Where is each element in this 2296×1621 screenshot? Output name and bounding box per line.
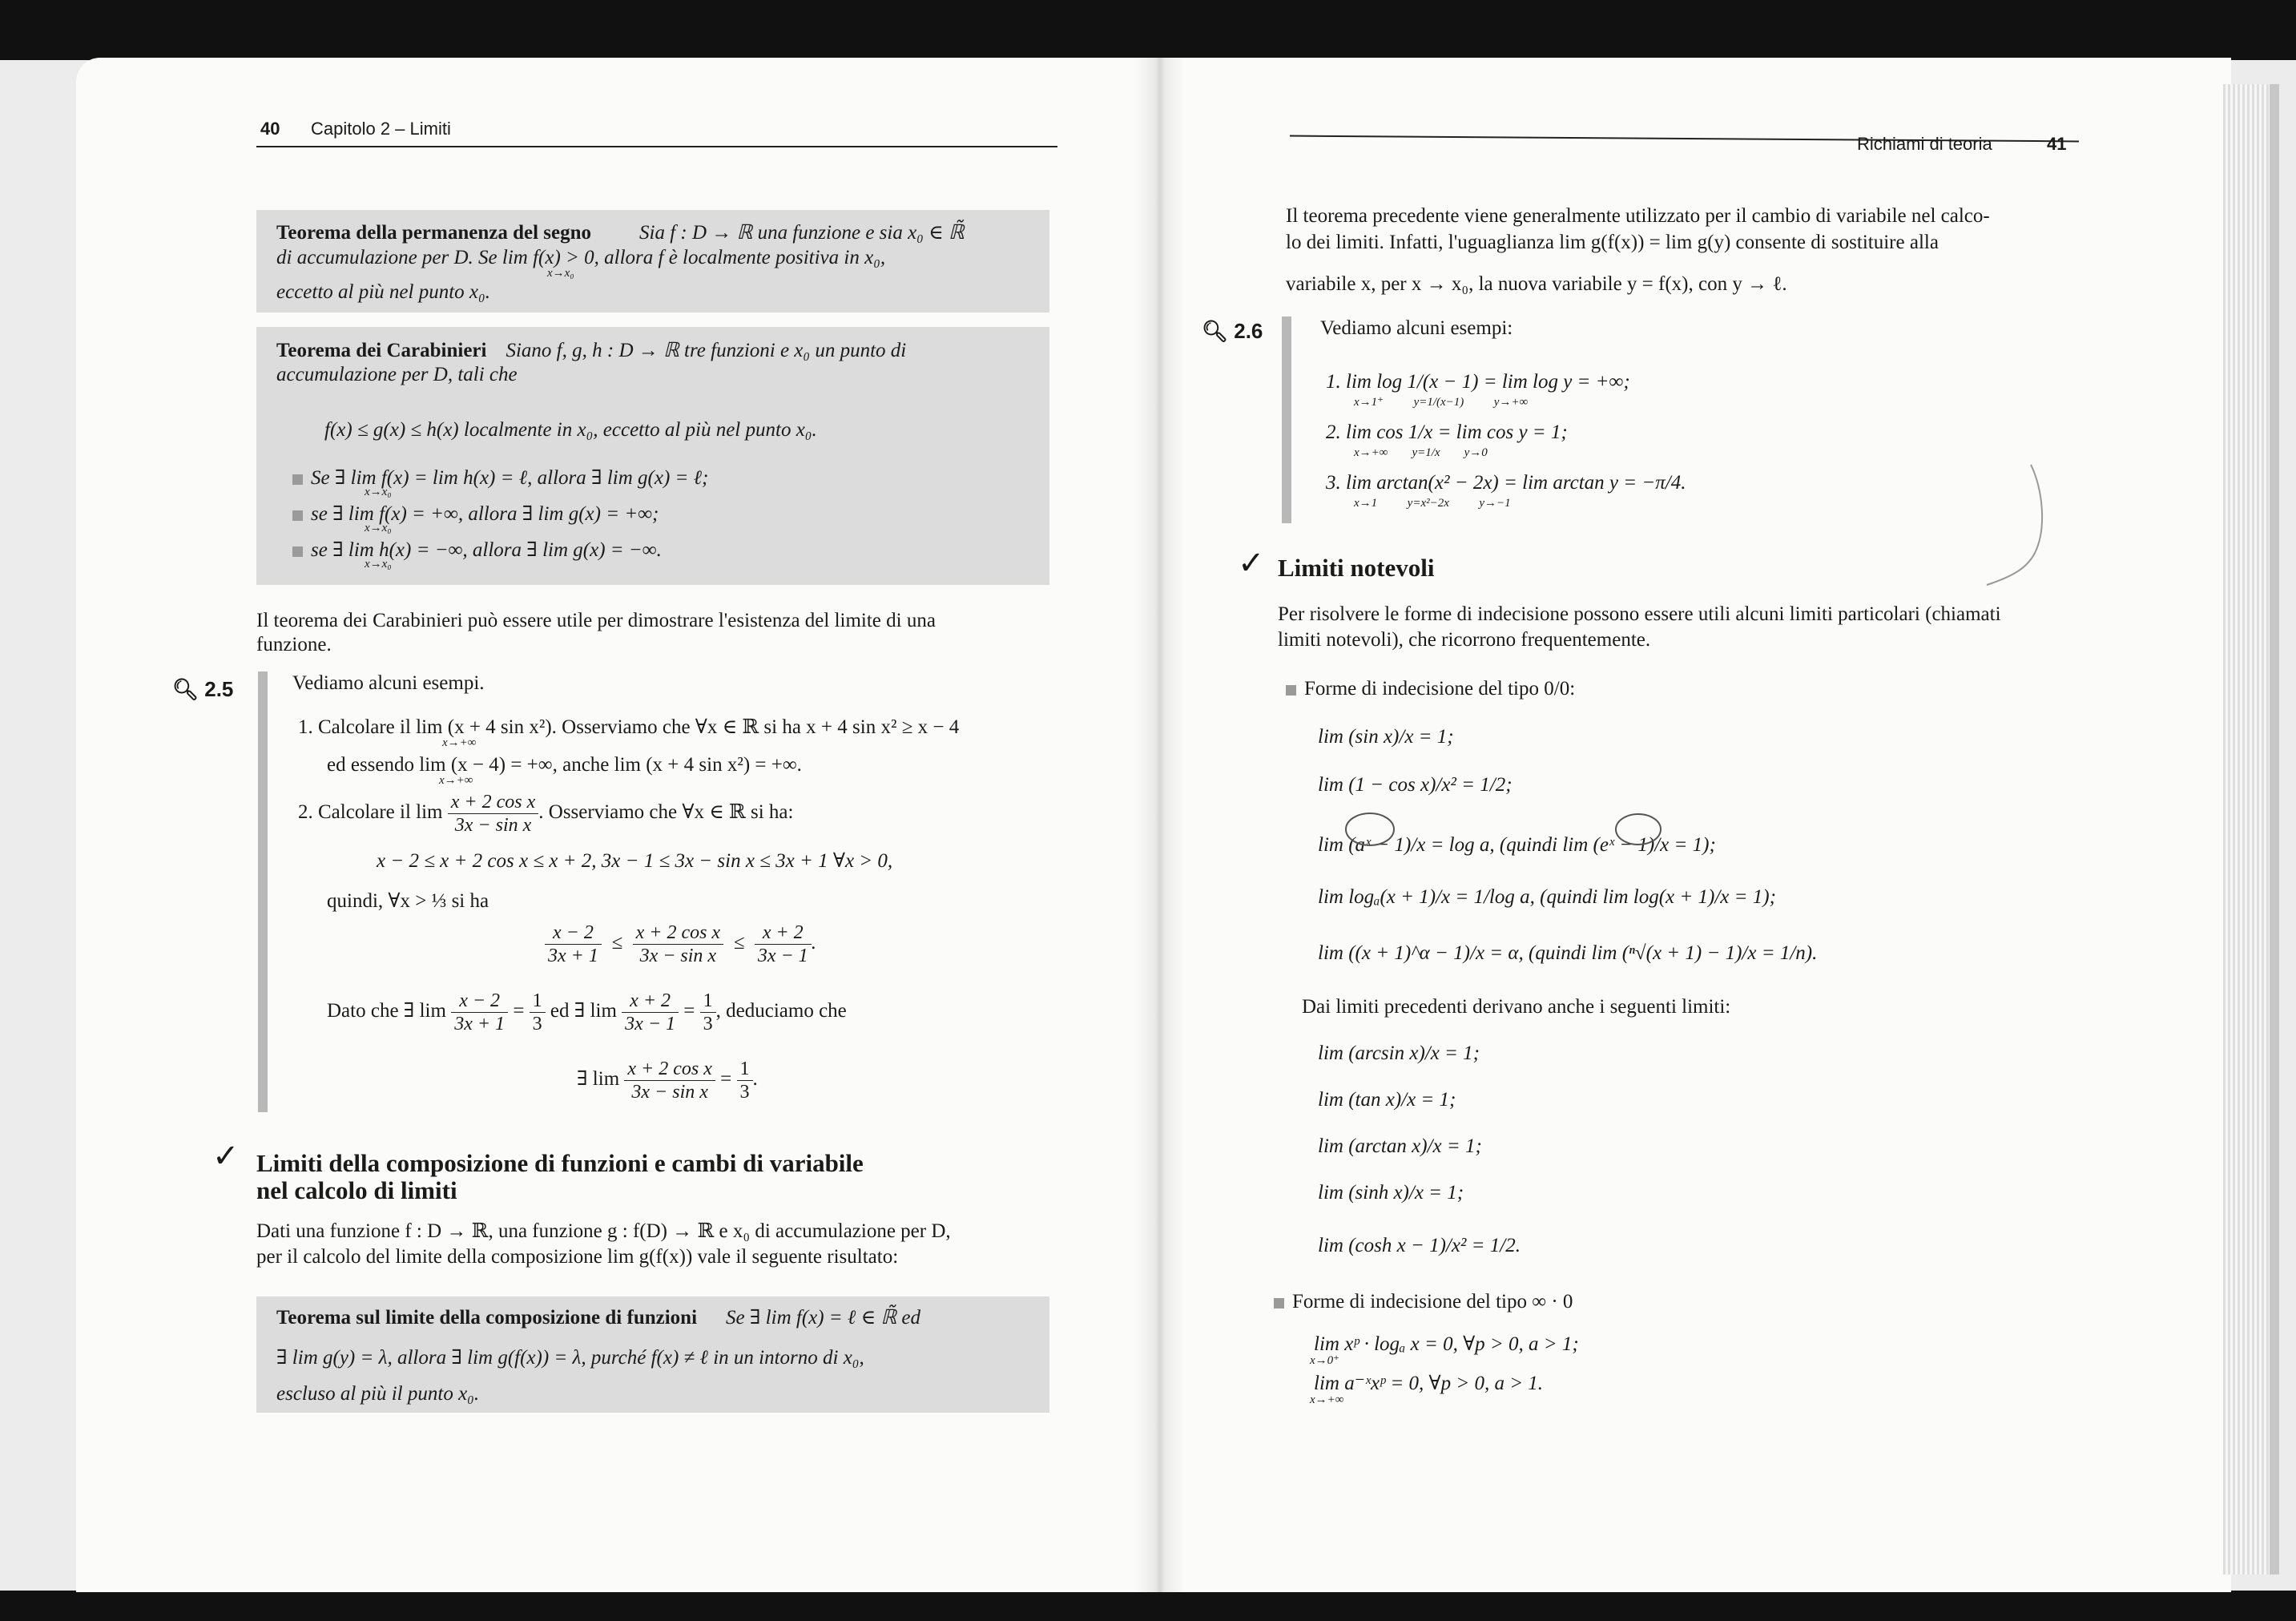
frac-den: 3x − 1 [757,946,808,966]
para-cambio-3: variabile x, per x → x₀, la nuova variabile y = f(x), con y → ℓ. [1286,273,1787,295]
thm-sign-title: Teorema della permanenza del segno [276,222,592,244]
infzero-1: lim xᵖ · logₐ x = 0, ∀p > 0, a > 1; [1314,1333,1579,1355]
example2-quindi: quindi, ∀x > ⅓ si ha [327,890,489,912]
bullet-square [1274,1298,1284,1308]
example-intro-right: Vediamo alcuni esempi: [1320,317,1513,339]
frac-num: x + 2 cos x [633,921,724,945]
final-pre: ∃ lim [577,1068,620,1091]
bullet-forme-0-0-text: Forme di indecisione del tipo 0/0: [1304,678,1576,700]
example2-pre: 2. Calcolare il lim [298,801,443,824]
derived-4: lim (sinh x)/x = 1; [1318,1182,1464,1204]
example2-post: . Osserviamo che ∀x ∈ ℝ si ha: [538,801,794,824]
derived-2: lim (tan x)/x = 1; [1318,1089,1456,1111]
book-gutter [1136,58,1184,1592]
thm-carab-line2: accumulazione per D, tali che [276,364,518,385]
example-right-2-sub: x→+∞ y=1/x y→0 [1354,446,1488,459]
para-composition-2: per il calcolo del limite della composizione lim g(f(x)) vale il seguente risultato: [256,1246,899,1268]
thm-carab-bullet2 [292,502,659,526]
page-edges [2223,84,2270,1575]
derived-1: lim (arcsin x)/x = 1; [1318,1042,1480,1064]
example2-fraction [448,791,539,837]
section-header-right: Richiami di teoria [1857,134,1992,154]
frac-den: 3x − sin x [454,815,532,836]
thm-carab-l1: Siano f, g, h : D → ℝ tre funzioni e x₀ un punto di [506,340,907,361]
thm-comp-line3: escluso al più il punto x₀. [276,1383,480,1405]
bullet-forme-inf-0-text: Forme di indecisione del tipo ∞ · 0 [1292,1291,1573,1313]
frac-den: 3 [532,1014,542,1034]
example-tag-2-6 [1202,319,1263,344]
infzero-1-sub: x→0⁺ [1310,1354,1340,1367]
bullet-forme-inf-0 [1274,1290,1573,1314]
example1-sub2: x→+∞ [439,774,473,787]
example-bar-right [1282,317,1291,523]
para-carabinieri-2: funzione. [256,634,332,655]
bullet-square [292,510,303,521]
frac-den: 3x − sin x [631,1082,708,1103]
thm-carab-sub1: x→x₀ [365,486,392,498]
frac-num: 1 [737,1058,753,1081]
derived-5: lim (cosh x − 1)/x² = 1/2. [1318,1235,1521,1256]
page-number-left: 40 [260,119,280,139]
dato-pre: Dato che ∃ lim [327,1000,446,1022]
example1-line1: 1. Calcolare il lim (x + 4 sin x²). Osserviamo che ∀x ∈ ℝ si ha x + 4 sin x² ≥ x − 4 [298,716,960,738]
dato-frac-one-third [530,990,546,1035]
example-right-1: 1. lim log 1/(x − 1) = lim log y = +∞; [1326,371,1630,393]
frac-num: x − 2 [545,921,602,945]
notevole-4: lim logₐ(x + 1)/x = 1/log a, (quindi lim log(x + 1)/x = 1); [1318,886,1776,908]
notevole-3: lim (aˣ − 1)/x = log a, (quindi lim (eˣ − 1)/x = 1); [1318,834,1716,856]
notevole-1: lim (sin x)/x = 1; [1318,726,1454,748]
example-right-1-sub: x→1⁺ y=1/(x−1) y→+∞ [1354,396,1529,409]
thm-carab-bullet3 [292,538,662,563]
example-tag-number: 2.5 [204,677,234,701]
book-cover-edge [2270,84,2279,1575]
magnifier-icon: 🔍︎ [172,677,199,701]
final-frac-one-third [737,1058,753,1103]
frac-num: x − 2 [451,990,508,1013]
dato-post: , deduciamo che [715,1000,847,1022]
frac-den: 3 [739,1082,750,1103]
pencil-circle-2 [1610,809,1666,849]
example-bar-left [258,671,268,1112]
para-dai-limiti: Dai limiti precedenti derivano anche i seguenti limiti: [1302,996,1731,1018]
thm-carab-sub2: x→x₀ [365,522,392,534]
example-intro-left: Vediamo alcuni esempi. [292,672,485,694]
scan-border-top [0,0,2296,60]
thm-comp-line1 [276,1306,920,1330]
dato-mid: ed ∃ lim [550,1000,617,1022]
infzero-2-sub: x→+∞ [1310,1393,1344,1406]
example1-line2: ed essendo lim (x − 4) = +∞, anche lim (x + 4 sin x²) = +∞. [327,754,802,776]
section-title-composition-2: nel calcolo di limiti [256,1176,457,1204]
example2-line1 [298,791,793,837]
example2-inequality: $\frac{x - 2}{3x + 1}$ ≤ $\frac{\text{x + 2 cos x}}{\text{3x − sin x}}$ ≤ $\frac{x + 2}{3x - 1}$ . [545,921,816,967]
thm-comp-title: Teorema sul limite della composizione di funzioni [276,1307,698,1329]
frac-den: 3 [703,1014,713,1034]
frac-num: 1 [530,990,546,1013]
example-tag-number: 2.6 [1234,319,1263,343]
thm-carab-b3: se ∃ lim h(x) = −∞, allora ∃ lim g(x) = −∞. [311,539,662,561]
example2-ineq-line: x − 2 ≤ x + 2 cos x ≤ x + 2, 3x − 1 ≤ 3x − sin x ≤ 3x + 1 ∀x > 0, [377,850,893,872]
thm-carab-b1: Se ∃ lim f(x) = lim h(x) = ℓ, allora ∃ lim g(x) = ℓ; [311,467,709,489]
example-tag-2-5 [172,677,233,702]
frac-den: 3x − sin x [639,946,717,966]
checkmark-icon: ✓ [1238,545,1265,582]
frac-den: 3x + 1 [454,1014,506,1034]
bullet-square [292,546,303,557]
thm-carab-bullet1 [292,466,708,490]
magnifier-icon: 🔍︎ [1202,319,1229,343]
example-right-3: 3. lim arctan(x² − 2x) = lim arctan y = −π/4. [1326,472,1686,494]
ineq-frac3 [755,921,812,967]
dato-frac1 [451,990,508,1035]
bullet-square [292,474,303,485]
example2-final: ∃ lim $\frac{\text{x + 2 cos x}}{\text{3x − sin x}}$ = $\frac{1}{3}$ . [577,1058,758,1103]
ineq-frac1 [545,921,602,967]
bullet-forme-0-0 [1286,677,1575,701]
thm-carab-title: Teorema dei Carabinieri [276,340,487,361]
final-frac [624,1058,715,1103]
page-number-right: 41 [2047,134,2067,154]
thm-sign-line2: di accumulazione per D. Se lim f(x) > 0, allora f è localmente positiva in x₀, [276,247,886,268]
frac-den: 3x − 1 [625,1014,676,1034]
derived-3: lim (arctan x)/x = 1; [1318,1135,1482,1157]
frac-num: x + 2 [755,921,812,945]
para-notevoli-2: limiti notevoli), che ricorrono frequentemente. [1278,629,1651,651]
thm-sign-l1: Sia f : D → ℝ una funzione e sia x₀ ∈ ℝ̃ [639,222,965,244]
example2-dato: Dato che ∃ lim $\frac{x - 2}{3x + 1}$ = $\frac{1}{3}$ ed ∃ lim $\frac{x + 2}{3x - 1}$ = $\frac{1}{3}$ , deduciamo che [327,990,847,1034]
para-composition-1: Dati una funzione f : D → ℝ, una funzione g : f(D) → ℝ e x₀ di accumulazione per D, [256,1220,951,1242]
section-title-composition-1: Limiti della composizione di funzioni e cambi di variabile [256,1149,864,1177]
thm-comp-line2: ∃ lim g(y) = λ, allora ∃ lim g(f(x)) = λ, purché f(x) ≠ ℓ in un intorno di x₀, [276,1347,864,1369]
section-title-limiti-notevoli: Limiti notevoli [1278,554,1435,582]
dato-frac-one-third-2 [700,990,716,1035]
thm-carab-line1 [276,339,906,363]
thm-carab-b2: se ∃ lim f(x) = +∞, allora ∃ lim g(x) = +∞; [311,503,659,525]
thm-carab-line3: f(x) ≤ g(x) ≤ h(x) localmente in x₀, eccetto al più nel punto x₀. [324,419,817,441]
infzero-2: lim a⁻ˣxᵖ = 0, ∀p > 0, a > 1. [1314,1373,1544,1394]
thm-sign-line3: eccetto al più nel punto x₀. [276,281,490,303]
pencil-mark [1955,457,2051,601]
para-cambio-2: lo dei limiti. Infatti, l'uguaglianza lim g(f(x)) = lim g(y) consente di sostituire alla [1286,232,1939,253]
chapter-header: Capitolo 2 – Limiti [311,119,451,139]
example-right-3-sub: x→1 y=x²−2x y→−1 [1354,497,1511,510]
ineq-frac2 [633,921,724,967]
para-cambio-1: Il teorema precedente viene generalmente utilizzato per il cambio di variabile nel calco- [1286,205,1990,227]
pencil-circle [1342,809,1398,849]
para-carabinieri: Il teorema dei Carabinieri può essere utile per dimostrare l'esistenza del limite di una [256,610,936,631]
thm-sign-line1 [276,221,965,245]
para-notevoli-1: Per risolvere le forme di indecisione possono essere utili alcuni limiti particolari (chiamati [1278,603,2001,625]
checkmark-icon: ✓ [212,1138,240,1175]
frac-den: 3x + 1 [548,946,598,966]
scan-border-bottom [0,1591,2296,1621]
example-right-2: 2. lim cos 1/x = lim cos y = 1; [1326,421,1568,443]
bullet-square [1286,685,1296,696]
thm-carab-sub3: x→x₀ [365,558,392,571]
frac-num: 1 [700,990,716,1013]
thm-comp-l1: Se ∃ lim f(x) = ℓ ∈ ℝ̃ ed [726,1307,920,1329]
frac-num: x + 2 cos x [448,791,539,814]
thm-sign-sub: x→x₀ [547,267,574,280]
notevole-2: lim (1 − cos x)/x² = 1/2; [1318,774,1513,796]
example1-sub: x→+∞ [442,736,477,749]
dato-frac2 [622,990,679,1035]
frac-num: x + 2 cos x [624,1058,715,1081]
frac-num: x + 2 [622,990,679,1013]
notevole-5: lim ((x + 1)^α − 1)/x = α, (quindi lim (ⁿ√(x + 1) − 1)/x = 1/n). [1318,942,1818,964]
header-rule-left [256,146,1057,147]
